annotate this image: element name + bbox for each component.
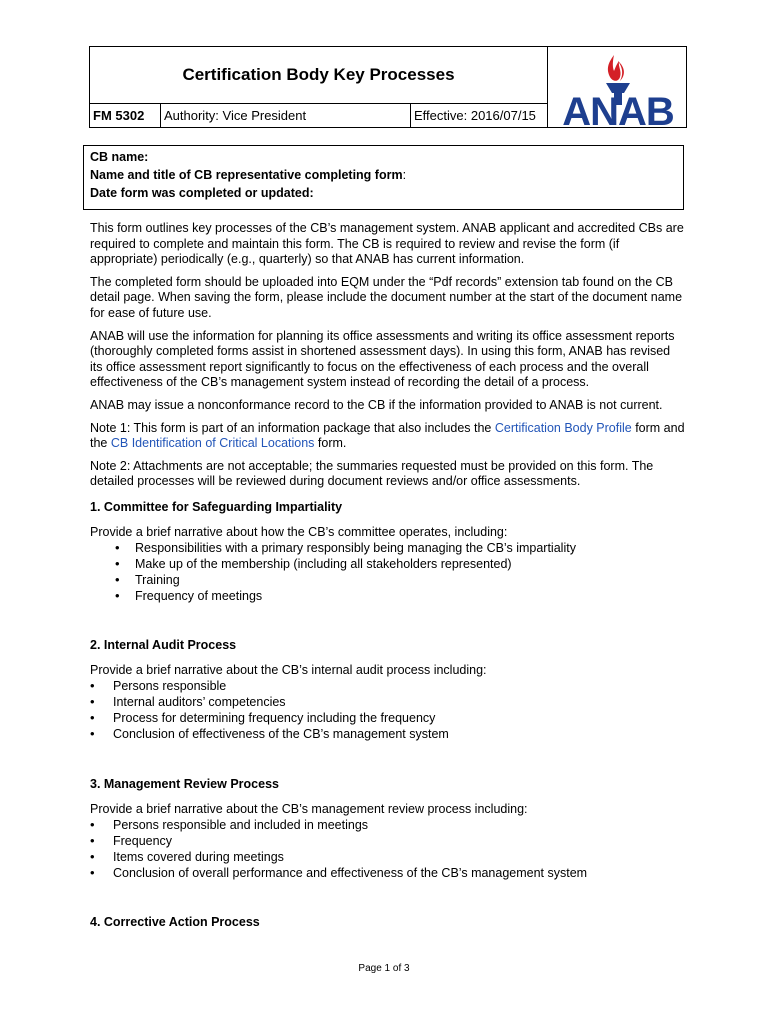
cb-info-box	[83, 145, 684, 210]
cb-representative-line	[90, 166, 677, 184]
section-committee	[90, 499, 685, 604]
section-lead: Provide a brief narrative about how the CB’s committee operates, including:	[90, 525, 508, 539]
document-meta-row	[90, 104, 548, 128]
intro-paragraph-3: ANAB will use the information for planning its office assessments and writing its office assessment reports (thoroughly completed forms assist in shortened assessment days). In using this form, ANAB has revised its office assessment report significantly to focus on the effectiveness of each process and the overall effectiveness of the CB’s management system instead of recording the detail of a process.	[90, 328, 675, 390]
cb-representative-colon: :	[402, 168, 407, 182]
note-1	[90, 421, 685, 452]
section-lead: Provide a brief narrative about the CB’s internal audit process including:	[90, 663, 487, 677]
section-bullet-list	[90, 540, 685, 604]
intro-paragraph-4: ANAB may issue a nonconformance record to the CB if the information provided to ANAB is not current.	[90, 397, 663, 412]
authority: Authority: Vice President	[161, 104, 411, 128]
list-item: • Frequency of meetings	[90, 588, 685, 604]
intro-paragraph-2: The completed form should be uploaded into EQM under the “Pdf records” extension tab found on the CB detail page. When saving the form, please include the document number at the start of the document name for ease of future use.	[90, 274, 683, 320]
section-heading: 2. Internal Audit Process	[90, 638, 237, 652]
section-bullet-list	[90, 678, 685, 742]
intro-section	[90, 221, 685, 497]
certification-body-profile-link[interactable]: Certification Body Profile	[494, 420, 632, 435]
cb-name-label: CB name:	[90, 150, 149, 164]
list-item: • Responsibilities with a primary responsibly being managing the CB’s impartiality	[90, 540, 685, 556]
cb-critical-locations-link[interactable]: CB Identification of Critical Locations	[110, 436, 315, 451]
list-item: • Persons responsible	[90, 678, 685, 694]
svg-text:ANAB: ANAB	[562, 90, 674, 127]
note-1-text-a: Note 1: This form is part of an information package that also includes the	[90, 420, 495, 435]
note-2: Note 2: Attachments are not acceptable; the summaries requested must be provided on this form. The detailed processes will be reviewed during document reviews and/or office assessments.	[90, 458, 654, 489]
note-1-text-c: form.	[314, 436, 347, 451]
page-number: Page 1 of 3	[358, 963, 410, 974]
date-completed-label: Date form was completed or updated:	[90, 186, 314, 200]
list-item: • Internal auditors’ competencies	[90, 694, 685, 710]
anab-torch-logo	[552, 51, 684, 127]
section-heading: 1. Committee for Safeguarding Impartiality	[90, 500, 343, 514]
section-heading: 4. Corrective Action Process	[90, 915, 260, 929]
list-item: • Persons responsible and included in meetings	[90, 817, 685, 833]
section-corrective-action	[90, 914, 685, 939]
section-bullet-list	[90, 817, 685, 881]
section-internal-audit	[90, 637, 685, 742]
effective-date: Effective: 2016/07/15	[411, 104, 548, 128]
document-title: Certification Body Key Processes	[90, 47, 548, 104]
section-heading: 3. Management Review Process	[90, 777, 279, 791]
document-header	[89, 46, 687, 128]
list-item: • Training	[90, 572, 685, 588]
anab-logo	[548, 47, 687, 127]
form-number: FM 5302	[90, 104, 161, 128]
note-1-text-b: form and the	[90, 420, 685, 451]
list-item: • Make up of the membership (including all stakeholders represented)	[90, 556, 685, 572]
list-item: • Frequency	[90, 833, 685, 849]
section-lead: Provide a brief narrative about the CB’s management review process including:	[90, 802, 528, 816]
intro-paragraph-1: This form outlines key processes of the CB’s management system. ANAB applicant and accredited CBs are required to complete and maintain this form. The CB is required to review and revise the form (if appropriate) periodically (e.g., quarterly) so that ANAB has current information.	[90, 221, 684, 267]
section-management-review	[90, 776, 685, 881]
cb-representative-label: Name and title of CB representative completing form	[90, 168, 403, 182]
list-item: • Conclusion of effectiveness of the CB’s management system	[90, 726, 685, 742]
list-item: • Items covered during meetings	[90, 849, 685, 865]
list-item: • Process for determining frequency including the frequency	[90, 710, 685, 726]
list-item: • Conclusion of overall performance and effectiveness of the CB’s management system	[90, 865, 685, 881]
